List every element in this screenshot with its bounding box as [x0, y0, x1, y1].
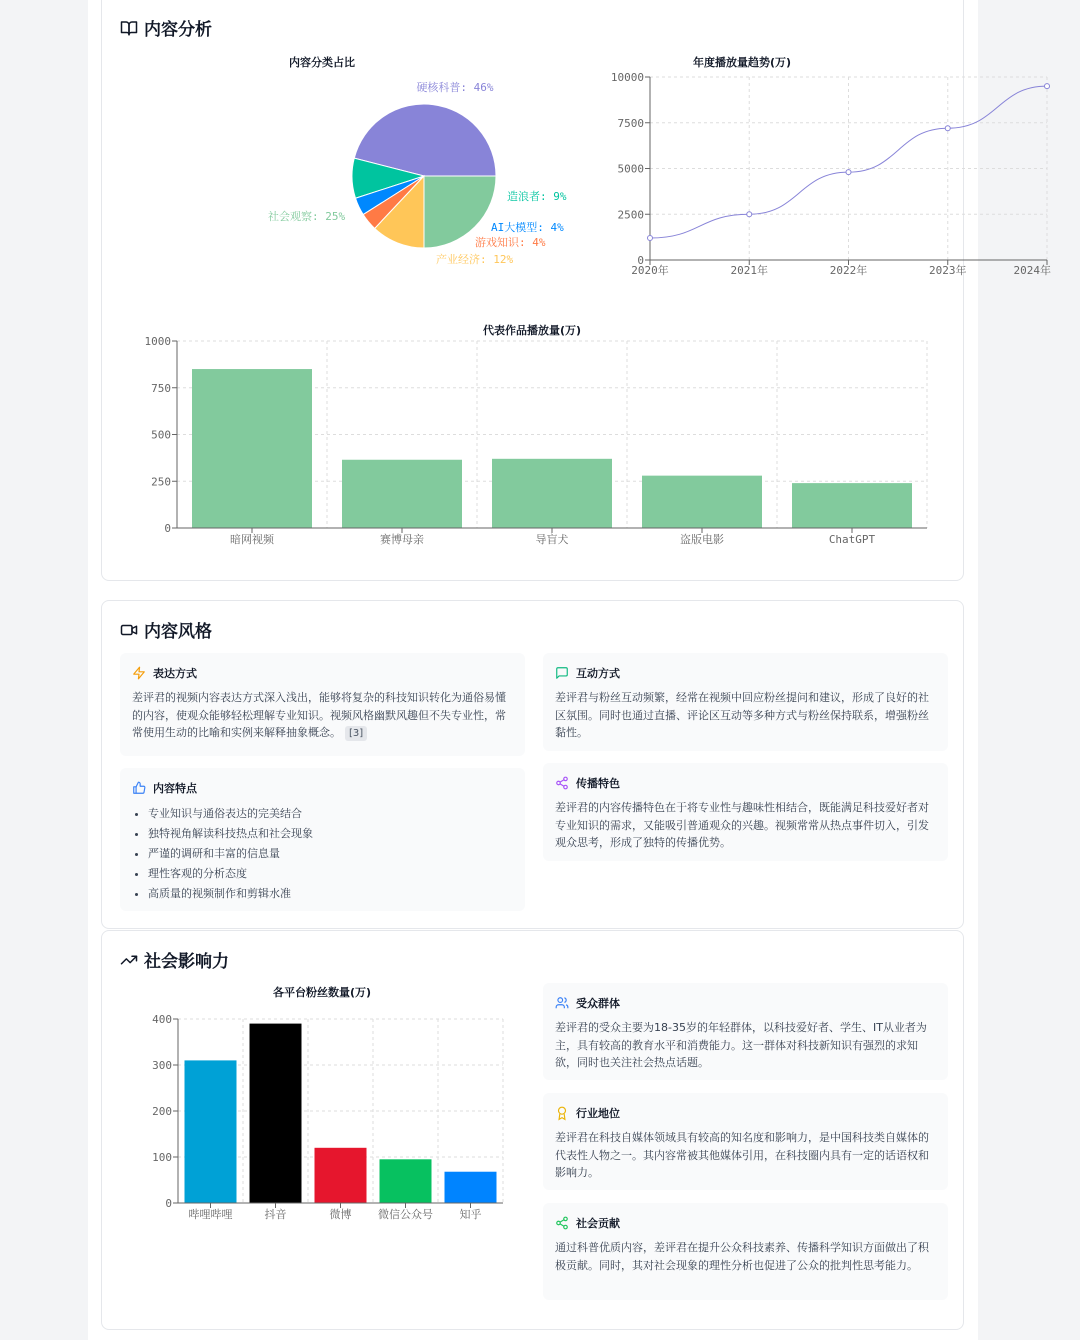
fans-bar-chart — [122, 1001, 522, 1226]
expression-body: 差评君的视频内容表达方式深入浅出，能够将复杂的科技知识转化为通俗易懂的内容，使观众能够轻松理解专业知识。视频风格幽默风趣但不失专业性，常常使用生动的比喻和实例来解释抽象概念。 — [132, 691, 506, 739]
bar — [185, 1060, 237, 1203]
y-tick-label: 100 — [152, 1151, 172, 1164]
bar — [315, 1148, 367, 1203]
pie-label: 造浪者: 9% — [507, 190, 567, 203]
y-tick-label: 750 — [151, 381, 171, 395]
y-tick-label: 0 — [637, 254, 644, 267]
contribution-box — [543, 1203, 948, 1300]
features-title: 内容特点 — [153, 782, 197, 795]
features-heading — [132, 780, 513, 796]
message-icon — [555, 666, 569, 680]
bar — [380, 1159, 432, 1203]
bar — [492, 459, 612, 528]
y-tick-label: 500 — [151, 428, 171, 442]
pie-label: 硬核科普: 46% — [416, 81, 494, 94]
bar — [642, 476, 762, 528]
interaction-text: 差评君与粉丝互动频繁，经常在视频中回应粉丝提问和建议，形成了良好的社区氛围。同时也通过直播、评论区互动等多种方式与粉丝保持联系，增强粉丝黏性。 — [555, 691, 929, 739]
award-icon — [555, 1106, 569, 1120]
interaction-title: 互动方式 — [576, 667, 620, 680]
bar — [250, 1024, 302, 1203]
trending-up-icon — [120, 951, 138, 969]
y-tick-label: 2500 — [617, 208, 644, 222]
spread-title: 传播特色 — [576, 777, 620, 790]
industry-heading — [555, 1105, 936, 1121]
data-point — [1045, 84, 1050, 89]
x-tick-label: 盗版电影 — [680, 533, 724, 546]
y-tick-label: 0 — [165, 1197, 172, 1210]
spread-heading — [555, 775, 936, 791]
y-tick-label: 400 — [152, 1013, 172, 1026]
x-tick-label: 微信公众号 — [378, 1208, 433, 1221]
works-bar-chart — [122, 335, 942, 559]
video-icon — [120, 621, 138, 639]
x-tick-label: 赛博母亲 — [380, 533, 424, 546]
contribution-heading — [555, 1215, 936, 1231]
thumbs-up-icon — [132, 781, 146, 795]
audience-heading — [555, 995, 936, 1011]
contribution-title: 社会贡献 — [576, 1217, 620, 1230]
list-item: • 专业知识与通俗表达的完美结合 — [148, 804, 513, 824]
content-analysis-card — [101, 0, 1051, 581]
y-tick-label: 7500 — [617, 116, 644, 130]
citation-ref[interactable]: [3] — [345, 726, 367, 741]
x-tick-label: 微博 — [329, 1208, 352, 1221]
audience-box — [543, 983, 948, 1080]
y-tick-label: 10000 — [610, 71, 644, 84]
features-list — [132, 804, 513, 904]
bar — [792, 483, 912, 528]
bar — [445, 1172, 497, 1203]
industry-text: 差评君在科技自媒体领域具有较高的知名度和影响力，是中国科技类自媒体的代表性人物之一。其内容常被其他媒体引用，在科技圈内具有一定的话语权和影响力。 — [555, 1131, 929, 1179]
pie-label: AI大模型: 4% — [491, 221, 564, 234]
content-style-heading — [120, 617, 212, 642]
spread-box — [543, 763, 948, 861]
x-tick-label: 2023年 — [929, 264, 967, 277]
x-tick-label: 2022年 — [829, 264, 868, 277]
section-title: 内容风格 — [144, 622, 212, 642]
works-chart-title: 代表作品播放量(万) — [482, 324, 582, 337]
trend-line-chart — [542, 69, 1051, 284]
share-icon — [555, 1216, 569, 1230]
bar — [192, 369, 312, 528]
section-title: 社会影响力 — [144, 952, 229, 972]
y-tick-label: 300 — [152, 1059, 172, 1072]
list-item: • 高质量的视频制作和剪辑水准 — [148, 884, 513, 904]
pie-label: 游戏知识: 4% — [475, 236, 546, 249]
y-tick-label: 200 — [152, 1105, 172, 1118]
contribution-text: 通过科普优质内容，差评君在提升公众科技素养、传播科学知识方面做出了积极贡献。同时，其对社会现象的理性分析也促进了公众的批判性思考能力。 — [555, 1241, 929, 1272]
social-impact-card — [101, 930, 964, 1330]
y-tick-label: 1000 — [144, 335, 171, 348]
industry-title: 行业地位 — [576, 1107, 620, 1120]
features-box — [120, 768, 525, 911]
book-icon — [120, 19, 138, 37]
x-tick-label: 2024年 — [1013, 264, 1051, 277]
social-impact-heading — [120, 947, 229, 972]
list-item: • 理性客观的分析态度 — [148, 864, 513, 884]
interaction-heading — [555, 665, 936, 681]
content-style-card — [101, 600, 964, 929]
list-item: • 独特视角解读科技热点和社会现象 — [148, 824, 513, 844]
industry-box — [543, 1093, 948, 1190]
y-tick-label: 250 — [151, 475, 171, 489]
pie-label: 社会观察: 25% — [268, 210, 346, 223]
trend-chart-title: 年度播放量趋势(万) — [692, 56, 792, 69]
y-tick-label: 0 — [164, 522, 171, 535]
data-point — [846, 170, 851, 175]
interaction-box — [543, 653, 948, 751]
pie-chart — [122, 69, 567, 279]
share-icon — [555, 776, 569, 790]
expression-title: 表达方式 — [153, 667, 197, 680]
x-tick-label: 2020年 — [631, 264, 669, 277]
fans-chart-title: 各平台粉丝数量(万) — [272, 986, 372, 999]
x-tick-label: 哔哩哔哩 — [188, 1208, 233, 1221]
y-tick-label: 5000 — [617, 162, 644, 176]
expression-text — [132, 689, 513, 742]
section-title: 内容分析 — [144, 20, 212, 40]
data-point — [945, 126, 950, 131]
x-tick-label: 2021年 — [730, 264, 768, 277]
users-icon — [555, 996, 569, 1010]
pie-label: 产业经济: 12% — [436, 253, 514, 266]
list-item: • 严谨的调研和丰富的信息量 — [148, 844, 513, 864]
x-tick-label: 暗网视频 — [230, 533, 274, 546]
data-point — [747, 212, 752, 217]
content-analysis-heading — [120, 15, 212, 40]
expression-box — [120, 653, 525, 756]
expression-heading — [132, 665, 513, 681]
spread-text: 差评君的内容传播特色在于将专业性与趣味性相结合，既能满足科技爱好者对专业知识的需求，又能吸引普通观众的兴趣。视频常常从热点事件切入，引发观众思考，形成了独特的传播优势。 — [555, 801, 929, 849]
x-tick-label: 导盲犬 — [535, 533, 569, 546]
audience-title: 受众群体 — [576, 997, 620, 1010]
data-point — [648, 236, 653, 241]
x-tick-label: 知乎 — [459, 1208, 482, 1221]
zap-icon — [132, 666, 146, 680]
bar — [342, 460, 462, 528]
audience-text: 差评君的受众主要为18-35岁的年轻群体，以科技爱好者、学生、IT从业者为主，具有较高的教育水平和消费能力。这一群体对科技新知识有强烈的求知欲，同时也关注社会热点话题。 — [555, 1021, 927, 1069]
x-tick-label: 抖音 — [264, 1208, 287, 1221]
x-tick-label: ChatGPT — [828, 533, 876, 546]
pie-chart-title: 内容分类占比 — [289, 56, 355, 69]
